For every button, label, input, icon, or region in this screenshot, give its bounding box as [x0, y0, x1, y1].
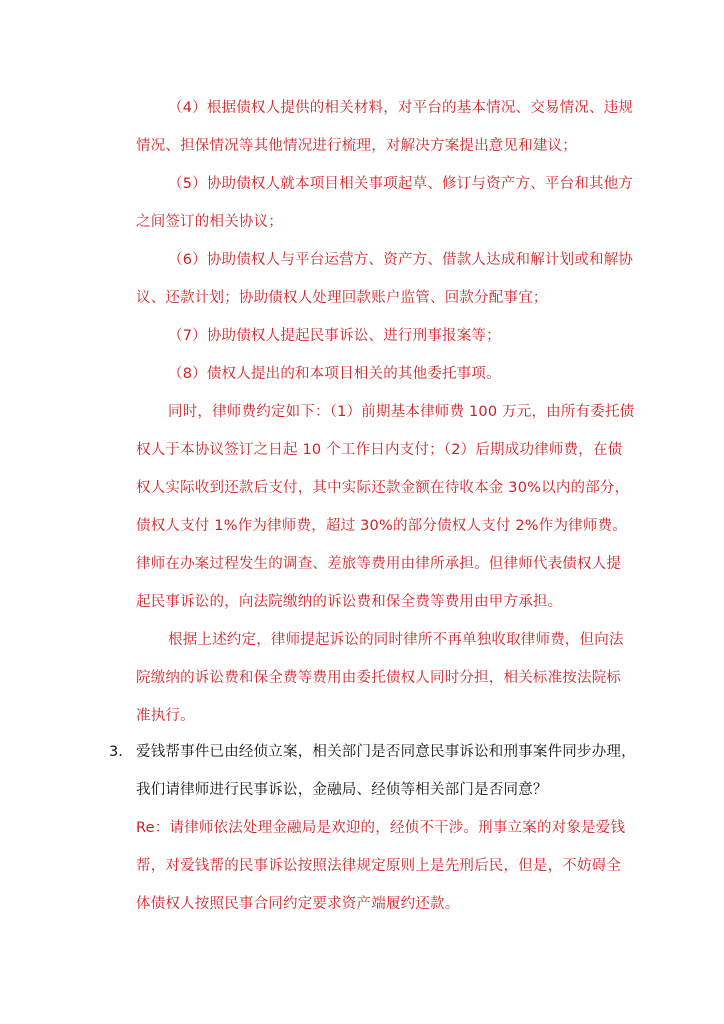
paragraph-7-line-1: （7）协助债权人提起民事诉讼、进行刑事报案等；: [168, 328, 501, 344]
item-3-answer-line-1: Re：请律师依法处理金融局是欢迎的，经侦不干涉。刑事立案的对象是爱钱: [136, 820, 626, 836]
item-3-question-line-2: 我们请律师进行民事诉讼，金融局、经侦等相关部门是否同意？: [136, 782, 548, 798]
fee-paragraph-line-4: 债权人支付 1%作为律师费，超过 30%的部分债权人支付 2%作为律师费。: [136, 518, 627, 534]
paragraph-6-line-1: （6）协助债权人与平台运营方、资产方、借款人达成和解计划或和解协: [168, 252, 634, 268]
item-3-question-line-1: 爱钱帮事件已由经侦立案，相关部门是否同意民事诉讼和刑事案件同步办理，: [136, 744, 636, 760]
fee-paragraph-line-5: 律师在办案过程发生的调查、差旅等费用由律所承担。但律师代表债权人提: [136, 556, 622, 572]
agreement-paragraph-line-1: 根据上述约定，律师提起诉讼的同时律所不再单独收取律师费，但向法: [168, 632, 624, 648]
item-3-answer-line-3: 体债权人按照民事合同约定要求资产端履约还款。: [136, 896, 460, 912]
fee-paragraph-line-3: 权人实际收到还款后支付，其中实际还款金额在待收本金 30%以内的部分，: [136, 480, 630, 496]
paragraph-8-line-1: （8）债权人提出的和本项目相关的其他委托事项。: [168, 366, 501, 382]
paragraph-5-line-2: 之间签订的相关协议；: [136, 214, 283, 230]
item-3-answer-line-2: 帮，对爱钱帮的民事诉讼按照法律规定原则上是先刑后民，但是，不妨碍全: [136, 858, 622, 874]
paragraph-6-line-2: 议、还款计划；协助债权人处理回款账户监管、回款分配事宜；: [136, 290, 548, 306]
paragraph-4-line-2: 情况、担保情况等其他情况进行梳理，对解决方案提出意见和建议；: [136, 138, 577, 154]
fee-paragraph-line-1: 同时，律师费约定如下：（1）前期基本律师费 100 万元，由所有委托债: [168, 404, 635, 420]
paragraph-4-line-1: （4）根据债权人提供的相关材料，对平台的基本情况、交易情况、违规: [168, 100, 634, 116]
agreement-paragraph-line-3: 准执行。: [136, 708, 195, 724]
fee-paragraph-line-6: 起民事诉讼的，向法院缴纳的诉讼费和保全费等费用由甲方承担。: [136, 594, 563, 610]
paragraph-5-line-1: （5）协助债权人就本项目相关事项起草、修订与资产方、平台和其他方: [168, 176, 634, 192]
item-3-number: 3.: [109, 744, 123, 760]
fee-paragraph-line-2: 权人于本协议签订之日起 10 个工作日内支付；（2）后期成功律师费，在债: [136, 442, 623, 458]
agreement-paragraph-line-2: 院缴纳的诉讼费和保全费等费用由委托债权人同时分担，相关标准按法院标: [136, 670, 622, 686]
